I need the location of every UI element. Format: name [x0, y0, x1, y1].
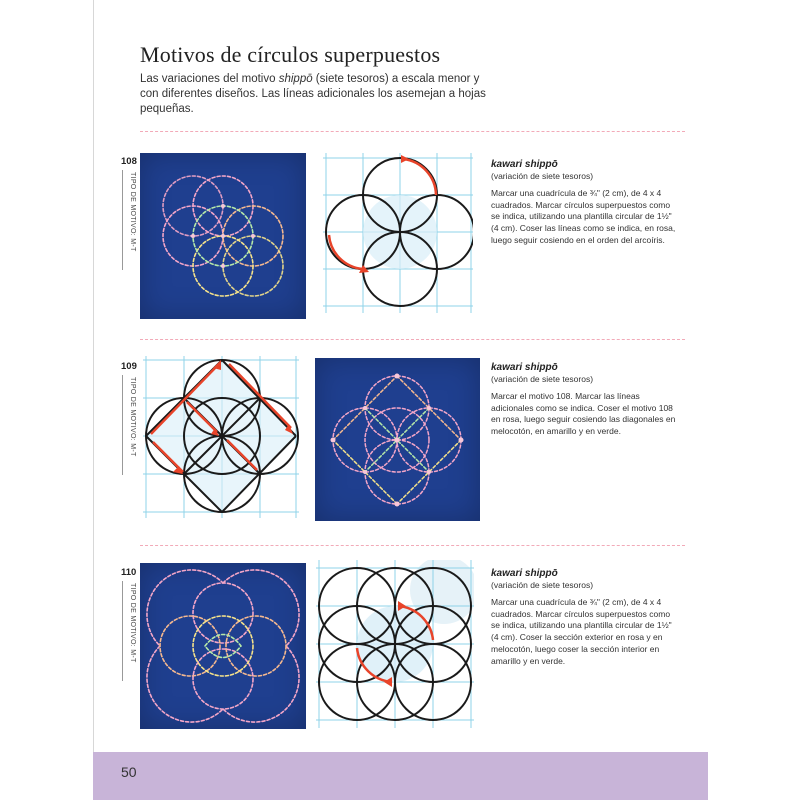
motif-109-bar	[122, 375, 123, 475]
footer-band	[93, 752, 708, 800]
motif-110-diagram-svg	[316, 560, 474, 728]
motif-109-number: 109	[121, 361, 137, 372]
intro-text-b: (siete tesoros) a escala menor y con diferentes diseños. Las líneas adicionales los asemejan a hojas pequeñas.	[140, 73, 486, 115]
motif-109-description	[491, 361, 681, 438]
motif-108-number: 108	[121, 156, 137, 167]
motif-109-diagram	[143, 356, 299, 518]
motif-110-type-label: TIPO DE MOTIVO: M-T	[129, 583, 136, 663]
motif-109-stitch-svg	[315, 358, 480, 521]
motif-110-stitch-svg	[140, 563, 306, 729]
motif-109-type-label: TIPO DE MOTIVO: M-T	[129, 377, 136, 457]
motif-108-stitch-svg	[140, 153, 306, 319]
motif-109-name: kawari shippō	[491, 362, 558, 373]
separator-2	[140, 339, 685, 340]
motif-110-name: kawari shippō	[491, 568, 558, 579]
intro-paragraph	[140, 72, 500, 117]
motif-108-diagram	[323, 153, 473, 303]
intro-text-a: Las variaciones del motivo	[140, 73, 279, 85]
motif-108-bar	[122, 170, 123, 270]
motif-108-subtitle: (variación de siete tesoros)	[491, 171, 594, 181]
motif-108-type-label: TIPO DE MOTIVO: M-T	[129, 172, 136, 252]
motif-109-subtitle: (variación de siete tesoros)	[491, 374, 594, 384]
motif-109-text: Marcar el motivo 108. Marcar las líneas adicionales como se indica. Coser el motivo 108 en rosa, luego seguir cosiendo las diagonales en melocotón, en amarillo y en verde.	[491, 390, 676, 437]
motif-110-diagram	[316, 560, 474, 728]
motif-110-bar	[122, 581, 123, 681]
motif-108-diagram-svg	[323, 153, 473, 313]
intro-italic: shippō	[278, 73, 313, 85]
motif-110-subtitle: (variación de siete tesoros)	[491, 580, 594, 590]
motif-110-text: Marcar una cuadrícula de ¾" (2 cm), de 4 x 4 cuadrados. Marcar círculos superpuestos como se indica, utilizando una plantilla circular de 1½" (4 cm). Coser la sección exterior en rosa y en melocotón, luego coser la sección interior en amarillo y en verde.	[491, 596, 672, 666]
motif-108-name: kawari shippō	[491, 159, 558, 170]
motif-110-fabric-photo	[140, 563, 306, 729]
motif-109-fabric-photo	[315, 358, 480, 521]
separator-1	[140, 131, 685, 132]
separator-3	[140, 545, 685, 546]
page-title: Motivos de círculos superpuestos	[140, 42, 441, 67]
motif-110-number: 110	[121, 567, 137, 578]
motif-108-description	[491, 158, 681, 247]
motif-109-diagram-svg	[143, 356, 299, 518]
motif-108-fabric-photo	[140, 153, 306, 319]
motif-110-description	[491, 567, 681, 668]
motif-108-text: Marcar una cuadrícula de ¾" (2 cm), de 4 x 4 cuadrados. Marcar círculos superpuestos como se indica, utilizando una plantilla circular de 1½" (4 cm). Coser las líneas como se indica, en rosa, luego seguir cosiendo en el orden del arcoíris.	[491, 187, 676, 245]
page-number: 50	[121, 764, 137, 780]
